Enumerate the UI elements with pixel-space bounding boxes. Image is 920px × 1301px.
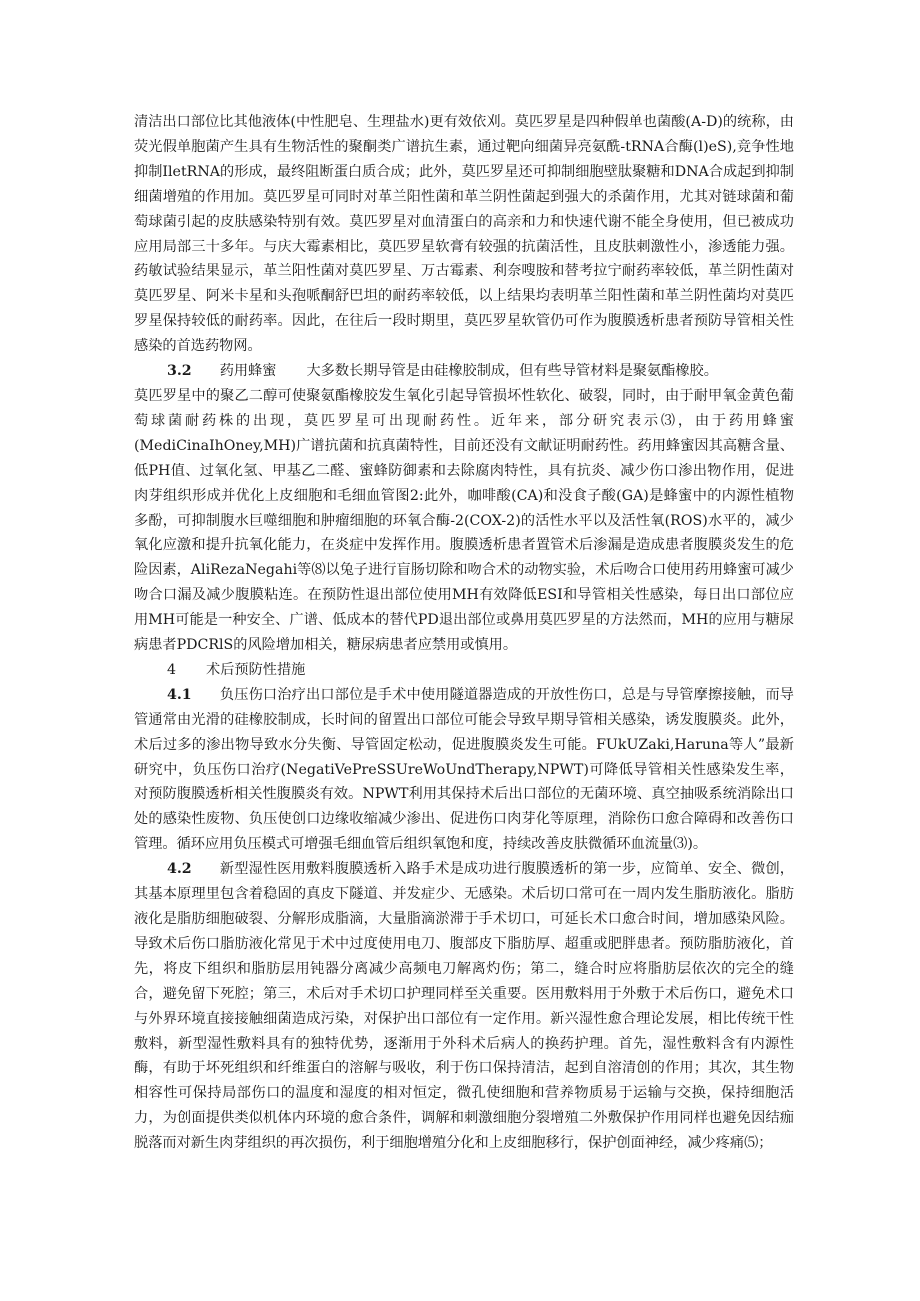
section-number: 4.1 [167, 686, 192, 703]
section-lead-text: 大多数长期导管是由硅橡胶制成，但有些导管材料是聚氨酯橡胶。 [306, 363, 718, 380]
document-body [134, 110, 794, 1156]
paragraph-npwt: 负压伤口治疗出口部位是手术中使用隧道器造成的开放性伤口，总是与导管摩擦接触，而导管通常由光滑的硅橡胶制成，长时间的留置出口部位可能会导致早期导管相关感染，诱发腹膜炎。此外，术后过多的渗出物导致水分失衡、导管固定松动，促进腹膜炎发生可能。FUkUZaki,Haruna等人”最新研究中，负压伤口治疗(NegatiVePreSSUreWoUndTherapy,NPWT)可降低导管相关性感染发生率，对预防腹膜透析相关性腹膜炎有效。NPWT利用其保持术后出口部位的无菌环境、真空抽吸系统消除出口处的感染性废物、负压使创口边缘收缩减少渗出、促进伤口肉芽化等原理，消除伤口愈合障碍和改善伤口管理。循环应用负压模式可增强毛细血管后组织氧饱和度，持续改善皮肤微循环血流量⑶)。 [134, 686, 794, 853]
section-4-1 [134, 683, 794, 857]
paragraph-medical-honey: 莫匹罗星中的聚乙二醇可使聚氨酯橡胶发生氧化引起导管损坏性软化、破裂，同时，由于耐甲氧金黄色葡萄球菌耐药株的出现，莫匹罗星可出现耐药性。近年来，部分研究表示⑶，由于药用蜂蜜(MediCinaIhOney,MH)广谱抗菌和抗真菌特性，目前还没有文献证明耐药性。药用蜂蜜因其高糖含量、低PH值、过氧化氢、甲基乙二醛、蜜蜂防御素和去除腐肉特性，具有抗炎、减少伤口渗出物作用，促进肉芽组织形成并优化上皮细胞和毛细血管图2:此外，咖啡酸(CA)和没食子酸(GA)是蜂蜜中的内源性植物多酚，可抑制腹水巨噬细胞和肿瘤细胞的环氧合酶-2(COX-2)的活性水平以及活性氧(ROS)水平的，减少氧化应激和提升抗氧化能力，在炎症中发挥作用。腹膜透析患者置管术后渗漏是造成患者腹膜炎发生的危险因素，AliRezaNegahi等⑻以兔子进行盲肠切除和吻合术的动物实验，术后吻合口使用药用蜂蜜可减少吻合口漏及减少腹膜粘连。在预防性退出部位使用MH有效降低ESI和导管相关性感染，每日出口部位应用MH可能是一种安全、广谱、低成本的替代PD退出部位或鼻用莫匹罗星的方法然而，MH的应用与糖尿病患者PDCRlS的风险增加相关，糖尿病患者应禁用或慎用。 [134, 387, 794, 654]
section-title: 术后预防性措施 [206, 661, 306, 678]
section-title: 药用蜂蜜 [219, 363, 277, 380]
section-number: 3.2 [167, 363, 192, 380]
paragraph-moist-dressing: 新型湿性医用敷料腹膜透析入路手术是成功进行腹膜透析的第一步，应简单、安全、微创，其基本原理里包含着稳固的真皮下隧道、并发症少、无感染。术后切口常可在一周内发生脂肪液化。脂肪液化是脂肪细胞破裂、分解形成脂滴，大量脂滴淤滞于手术切口，可延长术口愈合时间，增加感染风险。导致术后伤口脂肪液化常见于术中过度使用电刀、腹部皮下脂肪厚、超重或肥胖患者。预防脂肪液化，首先，将皮下组织和脂肪层用钝器分离减少高频电刀解离灼伤；第二，缝合时应将脂肪层依次的完全的缝合，避免留下死腔；第三，术后对手术切口护理同样至关重要。医用敷料用于外敷于术后伤口，避免术口与外界环境直接接触细菌造成污染，对保护出口部位有一定作用。新兴湿性愈合理论发展，相比传统干性敷料，新型湿性敷料具有的独特优势，逐渐用于外科术后病人的换药护理。首先，湿性敷料含有内源性酶，有助于坏死组织和纤维蛋白的溶解与吸收，利于伤口保持清洁，起到自溶清创的作用；其次，其生物相容性可保持局部伤口的温度和湿度的相对恒定，微孔使细胞和营养物质易于运输与交换，保持细胞活力，为创面提供类似机体内环境的愈合条件，调解和刺激细胞分裂增殖二外敷保护作用同样也避免因结痂脱落而对新生肉芽组织的再次损伤，利于细胞增殖分化和上皮细胞移行，保护创面神经，减少疼痛⑸； [134, 861, 794, 1152]
section-number: 4 [167, 661, 177, 678]
section-4-2 [134, 857, 794, 1156]
section-3-2-heading [134, 359, 794, 384]
section-number: 4.2 [167, 861, 192, 878]
section-4-heading [134, 658, 794, 683]
paragraph-mupirocin: 清洁出口部位比其他液体(中性肥皂、生理盐水)更有效依刈。莫匹罗星是四种假单也菌酸(A-D)的统称，由荧光假单胞菌产生具有生物活性的聚酮类广谱抗生素，通过靶向细菌异亮氨酰-tRNA合酶(l)eS),竞争性地抑制IletRNA的形成，最终阻断蛋白质合成；此外，莫匹罗星还可抑制细胞壁肽聚糖和DNA合成起到抑制细菌增殖的作用加。莫匹罗星可同时对革兰阳性菌和革兰阴性菌起到强大的杀菌作用，尤其对链球菌和葡萄球菌引起的皮肤感染特别有效。莫匹罗星对血清蛋白的高亲和力和快速代谢不能全身使用，但已被成功应用局部三十多年。与庆大霉素相比，莫匹罗星软膏有较强的抗菌活性，且皮肤刺激性小，渗透能力强。药敏试验结果显示，革兰阳性菌对莫匹罗星、万古霉素、利奈嗖胺和替考拉宁耐药率较低，革兰阴性菌对莫匹罗星、阿米卡星和头孢哌酮舒巴坦的耐药率较低，以上结果均表明革兰阳性菌和革兰阴性菌均对莫匹罗星保持较低的耐药率。因此，在往后一段时期里，莫匹罗星软管仍可作为腹膜透析患者预防导管相关性感染的首选药物网。 [134, 114, 794, 355]
